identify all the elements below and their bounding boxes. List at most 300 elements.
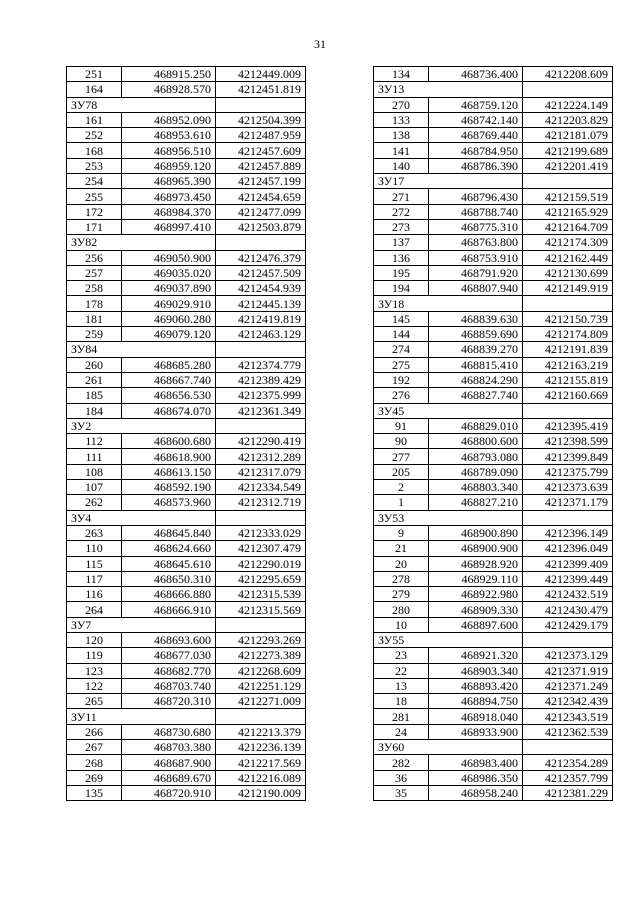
table-row bbox=[67, 67, 306, 82]
y-coordinate-cell: 4212449.009 bbox=[216, 67, 306, 82]
y-coordinate-cell: 4212504.399 bbox=[216, 112, 306, 127]
y-coordinate-cell: 4212343.519 bbox=[523, 709, 613, 724]
point-number-cell: 2 bbox=[374, 480, 429, 495]
x-coordinate-cell: 468958.240 bbox=[429, 785, 523, 800]
point-number-cell: 120 bbox=[67, 632, 122, 647]
table-row bbox=[67, 158, 306, 173]
x-coordinate-cell: 468656.530 bbox=[122, 388, 216, 403]
x-coordinate-cell: 468915.250 bbox=[122, 67, 216, 82]
y-coordinate-cell: 4212216.089 bbox=[216, 770, 306, 785]
parcel-header-row bbox=[67, 342, 306, 357]
table-row bbox=[374, 556, 613, 571]
point-number-cell: 276 bbox=[374, 388, 429, 403]
x-coordinate-cell: 468753.910 bbox=[429, 250, 523, 265]
x-coordinate-cell: 468618.900 bbox=[122, 449, 216, 464]
parcel-label: ЗУ60 bbox=[374, 740, 523, 755]
y-coordinate-cell: 4212371.919 bbox=[523, 663, 613, 678]
point-number-cell: 91 bbox=[374, 418, 429, 433]
table-row bbox=[67, 663, 306, 678]
x-coordinate-cell: 468800.600 bbox=[429, 434, 523, 449]
table-row bbox=[67, 541, 306, 556]
y-coordinate-cell: 4212307.479 bbox=[216, 541, 306, 556]
x-coordinate-cell: 468984.370 bbox=[122, 204, 216, 219]
table-row bbox=[374, 204, 613, 219]
y-coordinate-cell: 4212159.519 bbox=[523, 189, 613, 204]
x-coordinate-cell: 468793.080 bbox=[429, 449, 523, 464]
x-coordinate-cell: 468824.290 bbox=[429, 372, 523, 387]
table-row bbox=[374, 189, 613, 204]
point-number-cell: 1 bbox=[374, 495, 429, 510]
point-number-cell: 122 bbox=[67, 678, 122, 693]
point-number-cell: 18 bbox=[374, 694, 429, 709]
point-number-cell: 135 bbox=[67, 785, 122, 800]
empty-cell bbox=[523, 403, 613, 418]
x-coordinate-cell: 468921.320 bbox=[429, 648, 523, 663]
parcel-header-row bbox=[67, 510, 306, 525]
table-row bbox=[374, 678, 613, 693]
y-coordinate-cell: 4212236.139 bbox=[216, 740, 306, 755]
empty-cell bbox=[216, 709, 306, 724]
x-coordinate-cell: 468666.880 bbox=[122, 587, 216, 602]
empty-cell bbox=[523, 632, 613, 647]
x-coordinate-cell: 468791.920 bbox=[429, 265, 523, 280]
y-coordinate-cell: 4212273.389 bbox=[216, 648, 306, 663]
table-row bbox=[374, 617, 613, 632]
point-number-cell: 23 bbox=[374, 648, 429, 663]
point-number-cell: 13 bbox=[374, 678, 429, 693]
table-row bbox=[67, 571, 306, 586]
point-number-cell: 259 bbox=[67, 327, 122, 342]
point-number-cell: 35 bbox=[374, 785, 429, 800]
table-row bbox=[374, 480, 613, 495]
coordinates-table-left bbox=[66, 66, 306, 801]
table-row bbox=[67, 648, 306, 663]
y-coordinate-cell: 4212399.849 bbox=[523, 449, 613, 464]
y-coordinate-cell: 4212203.829 bbox=[523, 112, 613, 127]
table-row bbox=[67, 694, 306, 709]
y-coordinate-cell: 4212381.229 bbox=[523, 785, 613, 800]
parcel-header-row bbox=[374, 632, 613, 647]
y-coordinate-cell: 4212371.249 bbox=[523, 678, 613, 693]
table-row bbox=[67, 632, 306, 647]
x-coordinate-cell: 468788.740 bbox=[429, 204, 523, 219]
parcel-label: ЗУ55 bbox=[374, 632, 523, 647]
y-coordinate-cell: 4212268.609 bbox=[216, 663, 306, 678]
x-coordinate-cell: 468645.610 bbox=[122, 556, 216, 571]
point-number-cell: 262 bbox=[67, 495, 122, 510]
point-number-cell: 138 bbox=[374, 128, 429, 143]
x-coordinate-cell: 468789.090 bbox=[429, 464, 523, 479]
x-coordinate-cell: 468829.010 bbox=[429, 418, 523, 433]
parcel-header-row bbox=[374, 174, 613, 189]
table-row bbox=[374, 281, 613, 296]
x-coordinate-cell: 468759.120 bbox=[429, 97, 523, 112]
y-coordinate-cell: 4212430.479 bbox=[523, 602, 613, 617]
parcel-label: ЗУ4 bbox=[67, 510, 216, 525]
x-coordinate-cell: 468592.190 bbox=[122, 480, 216, 495]
table-row bbox=[67, 250, 306, 265]
y-coordinate-cell: 4212373.639 bbox=[523, 480, 613, 495]
x-coordinate-cell: 468769.440 bbox=[429, 128, 523, 143]
table-row bbox=[374, 525, 613, 540]
x-coordinate-cell: 468803.340 bbox=[429, 480, 523, 495]
table-row bbox=[374, 602, 613, 617]
table-row bbox=[67, 112, 306, 127]
x-coordinate-cell: 468674.070 bbox=[122, 403, 216, 418]
empty-cell bbox=[216, 235, 306, 250]
y-coordinate-cell: 4212130.699 bbox=[523, 265, 613, 280]
parcel-label: ЗУ18 bbox=[374, 296, 523, 311]
parcel-label: ЗУ45 bbox=[374, 403, 523, 418]
point-number-cell: 134 bbox=[374, 67, 429, 82]
x-coordinate-cell: 468965.390 bbox=[122, 174, 216, 189]
point-number-cell: 253 bbox=[67, 158, 122, 173]
table-row bbox=[67, 357, 306, 372]
point-number-cell: 107 bbox=[67, 480, 122, 495]
y-coordinate-cell: 4212208.609 bbox=[523, 67, 613, 82]
point-number-cell: 274 bbox=[374, 342, 429, 357]
y-coordinate-cell: 4212454.939 bbox=[216, 281, 306, 296]
parcel-header-row bbox=[374, 82, 613, 97]
y-coordinate-cell: 4212191.839 bbox=[523, 342, 613, 357]
y-coordinate-cell: 4212213.379 bbox=[216, 724, 306, 739]
table-row bbox=[374, 755, 613, 770]
x-coordinate-cell: 468956.510 bbox=[122, 143, 216, 158]
parcel-label: ЗУ2 bbox=[67, 418, 216, 433]
point-number-cell: 140 bbox=[374, 158, 429, 173]
table-row bbox=[67, 204, 306, 219]
point-number-cell: 178 bbox=[67, 296, 122, 311]
point-number-cell: 275 bbox=[374, 357, 429, 372]
table-row bbox=[374, 372, 613, 387]
empty-cell bbox=[523, 82, 613, 97]
x-coordinate-cell: 468997.410 bbox=[122, 219, 216, 234]
point-number-cell: 136 bbox=[374, 250, 429, 265]
table-row bbox=[67, 525, 306, 540]
x-coordinate-cell: 468600.680 bbox=[122, 434, 216, 449]
table-row bbox=[374, 357, 613, 372]
table-row bbox=[374, 663, 613, 678]
empty-cell bbox=[523, 296, 613, 311]
x-coordinate-cell: 468909.330 bbox=[429, 602, 523, 617]
x-coordinate-cell: 468959.120 bbox=[122, 158, 216, 173]
y-coordinate-cell: 4212399.449 bbox=[523, 571, 613, 586]
y-coordinate-cell: 4212477.099 bbox=[216, 204, 306, 219]
y-coordinate-cell: 4212374.779 bbox=[216, 357, 306, 372]
table-row bbox=[374, 587, 613, 602]
empty-cell bbox=[216, 418, 306, 433]
parcel-label: ЗУ7 bbox=[67, 617, 216, 632]
point-number-cell: 171 bbox=[67, 219, 122, 234]
parcel-label: ЗУ53 bbox=[374, 510, 523, 525]
table-row bbox=[374, 97, 613, 112]
y-coordinate-cell: 4212375.799 bbox=[523, 464, 613, 479]
y-coordinate-cell: 4212457.609 bbox=[216, 143, 306, 158]
point-number-cell: 255 bbox=[67, 189, 122, 204]
x-coordinate-cell: 468763.800 bbox=[429, 235, 523, 250]
y-coordinate-cell: 4212271.009 bbox=[216, 694, 306, 709]
table-row bbox=[67, 327, 306, 342]
x-coordinate-cell: 468894.750 bbox=[429, 694, 523, 709]
y-coordinate-cell: 4212317.079 bbox=[216, 464, 306, 479]
point-number-cell: 9 bbox=[374, 525, 429, 540]
y-coordinate-cell: 4212451.819 bbox=[216, 82, 306, 97]
parcel-label: ЗУ78 bbox=[67, 97, 216, 112]
parcel-header-row bbox=[374, 296, 613, 311]
x-coordinate-cell: 468736.400 bbox=[429, 67, 523, 82]
table-row bbox=[374, 418, 613, 433]
empty-cell bbox=[523, 510, 613, 525]
table-row bbox=[374, 311, 613, 326]
empty-cell bbox=[216, 617, 306, 632]
table-row bbox=[67, 219, 306, 234]
table-row bbox=[374, 694, 613, 709]
point-number-cell: 266 bbox=[67, 724, 122, 739]
table-row bbox=[67, 770, 306, 785]
point-number-cell: 133 bbox=[374, 112, 429, 127]
y-coordinate-cell: 4212224.149 bbox=[523, 97, 613, 112]
y-coordinate-cell: 4212199.689 bbox=[523, 143, 613, 158]
x-coordinate-cell: 468903.340 bbox=[429, 663, 523, 678]
table-row bbox=[374, 67, 613, 82]
y-coordinate-cell: 4212165.929 bbox=[523, 204, 613, 219]
y-coordinate-cell: 4212342.439 bbox=[523, 694, 613, 709]
y-coordinate-cell: 4212312.289 bbox=[216, 449, 306, 464]
point-number-cell: 256 bbox=[67, 250, 122, 265]
x-coordinate-cell: 468720.310 bbox=[122, 694, 216, 709]
point-number-cell: 267 bbox=[67, 740, 122, 755]
y-coordinate-cell: 4212396.049 bbox=[523, 541, 613, 556]
point-number-cell: 20 bbox=[374, 556, 429, 571]
x-coordinate-cell: 468922.980 bbox=[429, 587, 523, 602]
y-coordinate-cell: 4212399.409 bbox=[523, 556, 613, 571]
point-number-cell: 258 bbox=[67, 281, 122, 296]
table-row bbox=[374, 709, 613, 724]
point-number-cell: 205 bbox=[374, 464, 429, 479]
table-row bbox=[374, 724, 613, 739]
x-coordinate-cell: 468827.740 bbox=[429, 388, 523, 403]
y-coordinate-cell: 4212395.419 bbox=[523, 418, 613, 433]
x-coordinate-cell: 468703.740 bbox=[122, 678, 216, 693]
empty-cell bbox=[216, 510, 306, 525]
parcel-label: ЗУ17 bbox=[374, 174, 523, 189]
y-coordinate-cell: 4212463.129 bbox=[216, 327, 306, 342]
point-number-cell: 270 bbox=[374, 97, 429, 112]
y-coordinate-cell: 4212181.079 bbox=[523, 128, 613, 143]
parcel-label: ЗУ84 bbox=[67, 342, 216, 357]
empty-cell bbox=[216, 342, 306, 357]
point-number-cell: 273 bbox=[374, 219, 429, 234]
point-number-cell: 195 bbox=[374, 265, 429, 280]
y-coordinate-cell: 4212293.269 bbox=[216, 632, 306, 647]
x-coordinate-cell: 468893.420 bbox=[429, 678, 523, 693]
point-number-cell: 264 bbox=[67, 602, 122, 617]
parcel-label: ЗУ82 bbox=[67, 235, 216, 250]
point-number-cell: 24 bbox=[374, 724, 429, 739]
table-row bbox=[374, 158, 613, 173]
table-row bbox=[67, 265, 306, 280]
point-number-cell: 271 bbox=[374, 189, 429, 204]
point-number-cell: 278 bbox=[374, 571, 429, 586]
table-row bbox=[374, 388, 613, 403]
x-coordinate-cell: 468703.380 bbox=[122, 740, 216, 755]
x-coordinate-cell: 468983.400 bbox=[429, 755, 523, 770]
x-coordinate-cell: 468986.350 bbox=[429, 770, 523, 785]
table-row bbox=[67, 296, 306, 311]
point-number-cell: 257 bbox=[67, 265, 122, 280]
table-row bbox=[67, 495, 306, 510]
table-row bbox=[67, 678, 306, 693]
y-coordinate-cell: 4212333.029 bbox=[216, 525, 306, 540]
point-number-cell: 36 bbox=[374, 770, 429, 785]
y-coordinate-cell: 4212174.809 bbox=[523, 327, 613, 342]
point-number-cell: 108 bbox=[67, 464, 122, 479]
coordinates-table-right bbox=[373, 66, 613, 801]
y-coordinate-cell: 4212371.179 bbox=[523, 495, 613, 510]
point-number-cell: 145 bbox=[374, 311, 429, 326]
x-coordinate-cell: 469037.890 bbox=[122, 281, 216, 296]
point-number-cell: 254 bbox=[67, 174, 122, 189]
point-number-cell: 168 bbox=[67, 143, 122, 158]
y-coordinate-cell: 4212315.569 bbox=[216, 602, 306, 617]
point-number-cell: 112 bbox=[67, 434, 122, 449]
point-number-cell: 144 bbox=[374, 327, 429, 342]
y-coordinate-cell: 4212201.419 bbox=[523, 158, 613, 173]
point-number-cell: 116 bbox=[67, 587, 122, 602]
point-number-cell: 252 bbox=[67, 128, 122, 143]
point-number-cell: 164 bbox=[67, 82, 122, 97]
point-number-cell: 277 bbox=[374, 449, 429, 464]
page-number: 31 bbox=[314, 37, 326, 51]
x-coordinate-cell: 468796.430 bbox=[429, 189, 523, 204]
x-coordinate-cell: 468667.740 bbox=[122, 372, 216, 387]
x-coordinate-cell: 469050.900 bbox=[122, 250, 216, 265]
x-coordinate-cell: 469029.910 bbox=[122, 296, 216, 311]
point-number-cell: 115 bbox=[67, 556, 122, 571]
x-coordinate-cell: 468815.410 bbox=[429, 357, 523, 372]
point-number-cell: 282 bbox=[374, 755, 429, 770]
x-coordinate-cell: 468613.150 bbox=[122, 464, 216, 479]
table-row bbox=[374, 342, 613, 357]
table-row bbox=[67, 174, 306, 189]
point-number-cell: 261 bbox=[67, 372, 122, 387]
point-number-cell: 161 bbox=[67, 112, 122, 127]
parcel-header-row bbox=[67, 97, 306, 112]
point-number-cell: 260 bbox=[67, 357, 122, 372]
table-row bbox=[67, 587, 306, 602]
table-row bbox=[374, 571, 613, 586]
table-row bbox=[67, 311, 306, 326]
table-row bbox=[67, 449, 306, 464]
parcel-header-row bbox=[374, 510, 613, 525]
parcel-header-row bbox=[374, 740, 613, 755]
table-row bbox=[374, 112, 613, 127]
point-number-cell: 280 bbox=[374, 602, 429, 617]
point-number-cell: 265 bbox=[67, 694, 122, 709]
table-row bbox=[67, 464, 306, 479]
x-coordinate-cell: 468677.030 bbox=[122, 648, 216, 663]
x-coordinate-cell: 468953.610 bbox=[122, 128, 216, 143]
y-coordinate-cell: 4212164.709 bbox=[523, 219, 613, 234]
y-coordinate-cell: 4212315.539 bbox=[216, 587, 306, 602]
table-row bbox=[374, 265, 613, 280]
y-coordinate-cell: 4212419.819 bbox=[216, 311, 306, 326]
point-number-cell: 123 bbox=[67, 663, 122, 678]
y-coordinate-cell: 4212251.129 bbox=[216, 678, 306, 693]
y-coordinate-cell: 4212487.959 bbox=[216, 128, 306, 143]
x-coordinate-cell: 468897.600 bbox=[429, 617, 523, 632]
y-coordinate-cell: 4212174.309 bbox=[523, 235, 613, 250]
table-row bbox=[374, 219, 613, 234]
table-row bbox=[67, 556, 306, 571]
y-coordinate-cell: 4212454.659 bbox=[216, 189, 306, 204]
x-coordinate-cell: 468786.390 bbox=[429, 158, 523, 173]
table-row bbox=[67, 785, 306, 800]
table-row bbox=[67, 480, 306, 495]
y-coordinate-cell: 4212398.599 bbox=[523, 434, 613, 449]
point-number-cell: 272 bbox=[374, 204, 429, 219]
x-coordinate-cell: 468933.900 bbox=[429, 724, 523, 739]
table-row bbox=[67, 388, 306, 403]
y-coordinate-cell: 4212357.799 bbox=[523, 770, 613, 785]
table-row bbox=[374, 327, 613, 342]
x-coordinate-cell: 468839.630 bbox=[429, 311, 523, 326]
x-coordinate-cell: 468928.920 bbox=[429, 556, 523, 571]
x-coordinate-cell: 468918.040 bbox=[429, 709, 523, 724]
table-row bbox=[374, 143, 613, 158]
point-number-cell: 251 bbox=[67, 67, 122, 82]
y-coordinate-cell: 4212290.019 bbox=[216, 556, 306, 571]
table-row bbox=[67, 143, 306, 158]
table-row bbox=[374, 541, 613, 556]
table-row bbox=[67, 128, 306, 143]
table-row bbox=[67, 602, 306, 617]
table-row bbox=[374, 235, 613, 250]
x-coordinate-cell: 468624.660 bbox=[122, 541, 216, 556]
x-coordinate-cell: 468730.680 bbox=[122, 724, 216, 739]
x-coordinate-cell: 468859.690 bbox=[429, 327, 523, 342]
table-row bbox=[67, 281, 306, 296]
y-coordinate-cell: 4212375.999 bbox=[216, 388, 306, 403]
x-coordinate-cell: 469079.120 bbox=[122, 327, 216, 342]
point-number-cell: 111 bbox=[67, 449, 122, 464]
x-coordinate-cell: 468952.090 bbox=[122, 112, 216, 127]
point-number-cell: 141 bbox=[374, 143, 429, 158]
y-coordinate-cell: 4212163.219 bbox=[523, 357, 613, 372]
parcel-header-row bbox=[67, 709, 306, 724]
x-coordinate-cell: 468682.770 bbox=[122, 663, 216, 678]
table-row bbox=[374, 128, 613, 143]
table-row bbox=[67, 740, 306, 755]
table-row bbox=[374, 464, 613, 479]
table-row bbox=[374, 785, 613, 800]
point-number-cell: 181 bbox=[67, 311, 122, 326]
y-coordinate-cell: 4212155.819 bbox=[523, 372, 613, 387]
x-coordinate-cell: 468666.910 bbox=[122, 602, 216, 617]
table-row bbox=[67, 189, 306, 204]
x-coordinate-cell: 468693.600 bbox=[122, 632, 216, 647]
empty-cell bbox=[523, 740, 613, 755]
point-number-cell: 185 bbox=[67, 388, 122, 403]
x-coordinate-cell: 468720.910 bbox=[122, 785, 216, 800]
y-coordinate-cell: 4212457.889 bbox=[216, 158, 306, 173]
y-coordinate-cell: 4212190.009 bbox=[216, 785, 306, 800]
point-number-cell: 279 bbox=[374, 587, 429, 602]
y-coordinate-cell: 4212150.739 bbox=[523, 311, 613, 326]
table-row bbox=[67, 724, 306, 739]
point-number-cell: 268 bbox=[67, 755, 122, 770]
x-coordinate-cell: 468645.840 bbox=[122, 525, 216, 540]
